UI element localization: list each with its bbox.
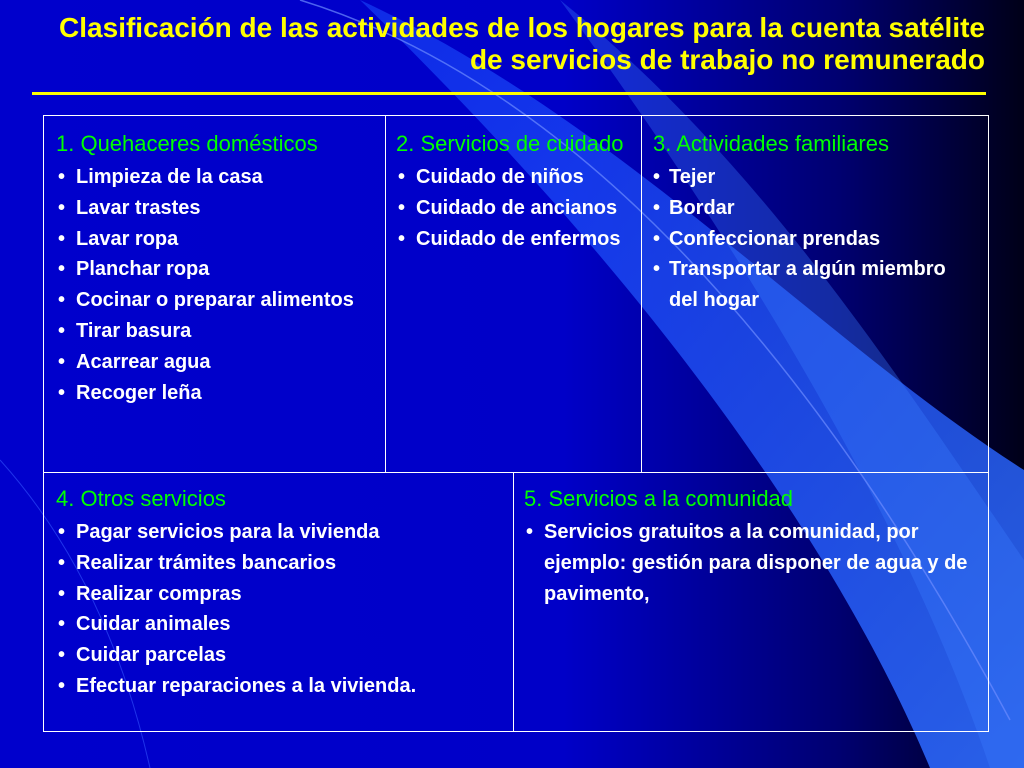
category-heading: 2. Servicios de cuidado: [396, 131, 624, 156]
list-item: • Cuidado de ancianos: [396, 193, 633, 224]
list-item: • Lavar ropa: [56, 224, 377, 255]
list-item: • Realizar compras: [56, 579, 505, 610]
activities-table: [43, 115, 989, 732]
list-item: • Cuidar parcelas: [56, 640, 505, 671]
title-underline: [32, 92, 986, 95]
category-item-list: [56, 162, 377, 408]
category-cell-cuidado: [386, 116, 641, 472]
category-cell-quehaceres: [44, 116, 385, 472]
list-item: • Bordar: [653, 193, 980, 224]
category-cell-comunidad: [514, 473, 988, 731]
list-item: • Pagar servicios para la vivienda: [56, 517, 505, 548]
list-item: • Lavar trastes: [56, 193, 377, 224]
category-heading: 5. Servicios a la comunidad: [524, 486, 794, 511]
category-cell-familiares: [642, 116, 988, 472]
category-item-list: [56, 517, 505, 702]
category-item-list: [524, 517, 980, 609]
category-heading: 3. Actividades familiares: [653, 131, 889, 156]
list-item: • Servicios gratuitos a la comunidad, por ejemplo: gestión para disponer de agua y de pavimento,: [524, 517, 980, 609]
category-item-list: [653, 162, 980, 316]
list-item: • Cocinar o preparar alimentos: [56, 285, 377, 316]
list-item: • Planchar ropa: [56, 254, 377, 285]
list-item: • Tirar basura: [56, 316, 377, 347]
category-heading: 1. Quehaceres domésticos: [56, 131, 318, 156]
list-item: • Cuidado de enfermos: [396, 224, 633, 255]
list-item: • Efectuar reparaciones a la vivienda.: [56, 671, 505, 702]
category-item-list: [396, 162, 633, 254]
list-item: • Confeccionar prendas: [653, 224, 980, 255]
list-item: • Acarrear agua: [56, 347, 377, 378]
list-item: • Realizar trámites bancarios: [56, 548, 505, 579]
list-item: • Tejer: [653, 162, 980, 193]
list-item: • Cuidar animales: [56, 609, 505, 640]
category-cell-otros: [44, 473, 513, 731]
slide-title: Clasificación de las actividades de los hogares para la cuenta satélite de servicios de trabajo no remunerado: [59, 12, 985, 75]
list-item: • Cuidado de niños: [396, 162, 633, 193]
list-item: • Recoger leña: [56, 378, 377, 409]
category-heading: 4. Otros servicios: [56, 486, 226, 511]
list-item: • Limpieza de la casa: [56, 162, 377, 193]
list-item: • Transportar a algún miembro del hogar: [653, 254, 980, 316]
